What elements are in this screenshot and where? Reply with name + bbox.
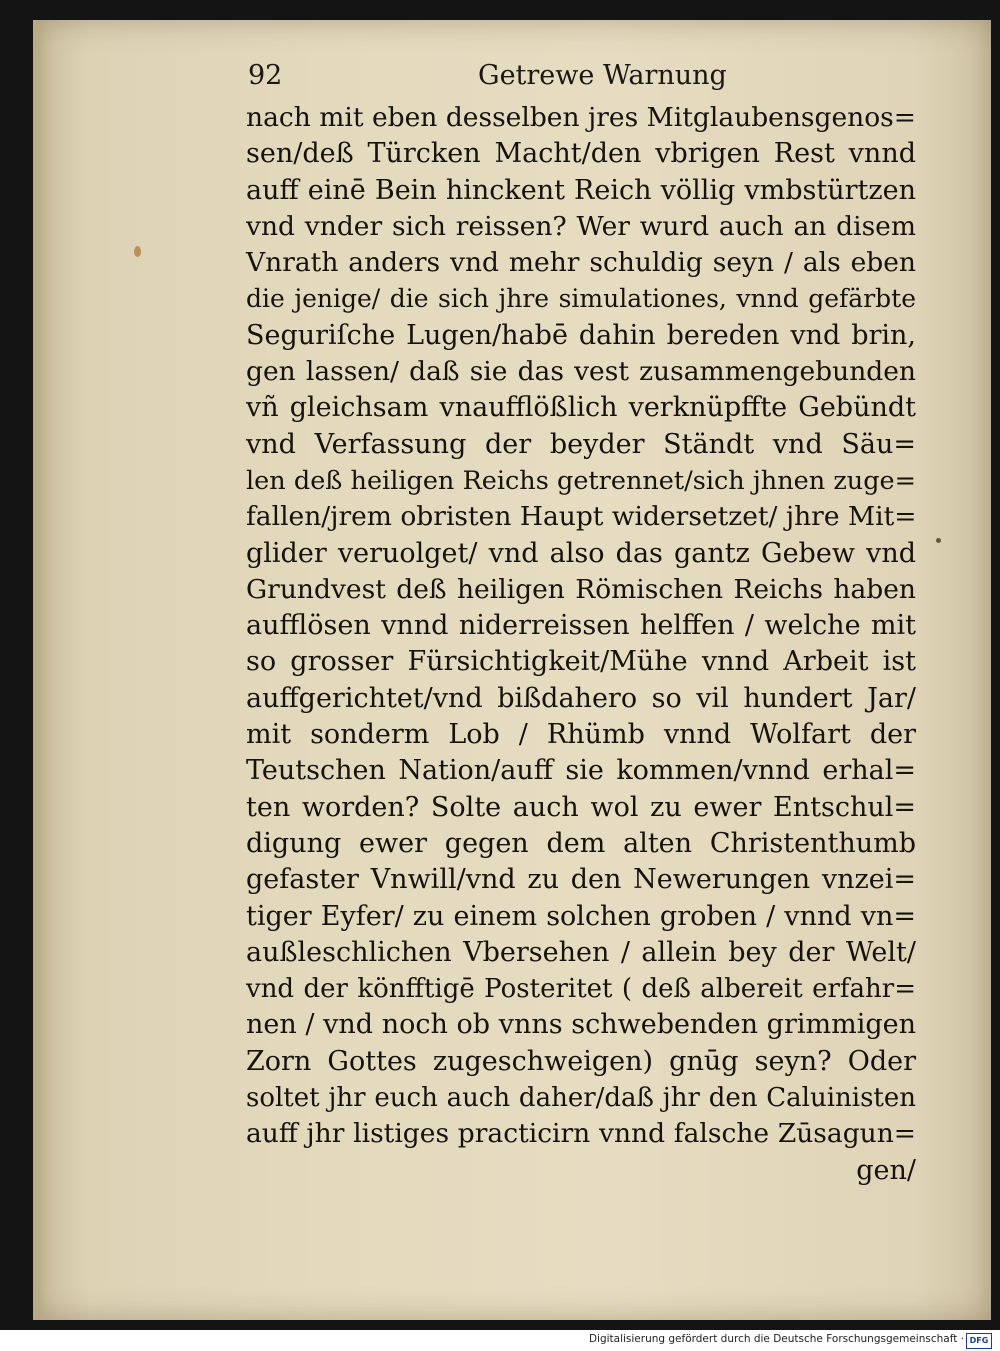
text-line: vnd der könfftigē Posteritet ( deß albereit erfahr= (246, 974, 916, 1005)
text-line: digung ewer gegen dem alten Christenthumb (246, 827, 916, 859)
text-line: vñ gleichsam vnaufflößlich verknüpffte Gebündt (246, 392, 916, 424)
text-line: fallen/jrem obristen Haupt widersetzet/ jhre Mit= (246, 501, 917, 533)
text-line: tiger Eyfer/ zu einem solchen groben / vnnd vn= (246, 900, 916, 932)
text-line: vnd Verfassung der beyder Ständt vnd Säu= (246, 428, 916, 460)
text-line: ten worden? Solte auch wol zu ewer Entschul= (246, 791, 916, 823)
text-line: vnd vnder sich reissen? Wer wurd auch an disem (246, 210, 916, 242)
text-line: Zorn Gottes zugeschweigen) gnūg seyn? Oder (246, 1045, 916, 1077)
text-line: Seguriſche Lugen/habē dahin bereden vnd brin, (246, 319, 916, 351)
footer-bar (0, 1330, 1000, 1351)
text-line: Vnrath anders vnd mehr schuldig seyn / als eben (246, 247, 916, 279)
page-number: 92 (248, 60, 283, 91)
text-line: Grundvest deß heiligen Römischen Reichs haben (246, 573, 916, 605)
running-title: Getrewe Warnung (478, 60, 727, 91)
stain-mark (936, 538, 941, 543)
text-line: sen/deß Türcken Macht/den vbrigen Rest vnnd (246, 138, 916, 170)
text-line: die jenige/ die sich jhre simulationes, vnnd gefärbte (246, 284, 916, 314)
text-line: auff jhr listiges practicirn vnnd falsche Zūsagun= (246, 1118, 916, 1150)
text-line: Teutschen Nation/auff sie kommen/vnnd erhal= (246, 755, 916, 787)
body-text (246, 100, 916, 1189)
text-line: auff einē Bein hinckent Reich völlig vmbstürtzen (246, 174, 916, 206)
text-line: glider veruolget/ vnd also das gantz Gebew vnd (246, 537, 916, 569)
dfg-logo[interactable]: DFG (966, 1333, 992, 1349)
text-line: nen / vnd noch ob vnns schwebenden grimmigen (246, 1009, 916, 1041)
text-line: so grosser Fürsichtigkeit/Mühe vnnd Arbeit ist (246, 646, 916, 678)
text-line: gefaster Vnwill/vnd zu den Newerungen vnzei= (246, 864, 916, 896)
text-line: gen lassen/ daß sie das vest zusammengebunden (246, 356, 916, 388)
page-header (248, 60, 928, 96)
text-line: soltet jhr euch auch daher/daß jhr den Caluinisten (246, 1083, 916, 1114)
text-line: gen/ (856, 1154, 916, 1186)
text-line: nach mit eben desselben jres Mitglaubensgenos= (246, 102, 916, 133)
text-line: mit sonderm Lob / Rhümb vnnd Wolfart der (246, 719, 916, 751)
text-line: auffgerichtet/vnd bißdahero so vil hundert Jar/ (246, 682, 916, 714)
text-line: len deß heiligen Reichs getrennet/sich jhnen zuge= (246, 465, 916, 496)
footer-credit: Digitalisierung gefördert durch die Deutsche Forschungsgemeinschaft · (588, 1333, 964, 1345)
stain-mark (134, 246, 141, 257)
text-line: aufflösen vnnd niderreissen helffen / welche mit (246, 610, 916, 642)
text-line: außleschlichen Vbersehen / allein bey der Welt/ (246, 936, 916, 968)
